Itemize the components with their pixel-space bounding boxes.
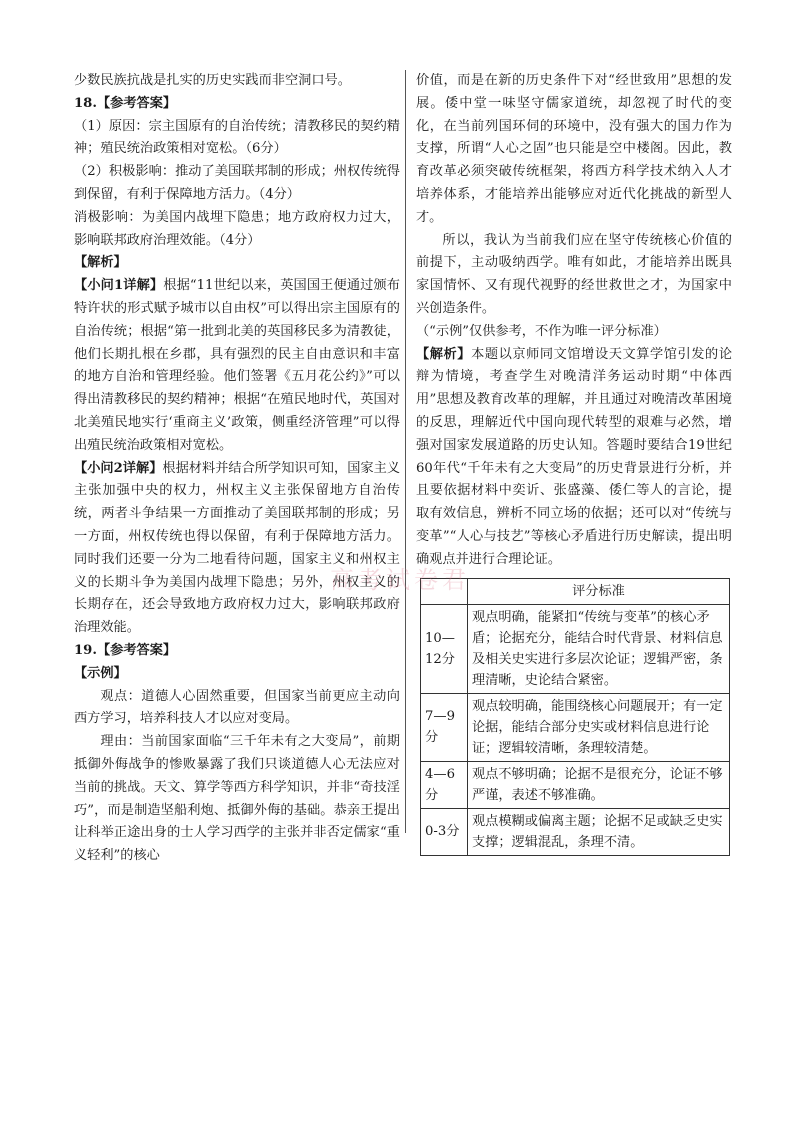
sub-question-1 [74,275,400,457]
reference-note: （“示例”仅供参考，不作为唯一评分标准） [416,323,667,339]
left-column [74,70,400,868]
score-criteria: 观点明确，能紧扣“传统与变革”的核心矛盾；论据充分，能结合时代背景、材料信息及相关史实进行多层次论证；逻辑严密，条理清晰，史论结合紧密。 [468,604,730,693]
score-band: 10—12分 [421,604,468,693]
q18-answer-1: （1）原因：宗主国原有的自治传统；清教移民的契约精神；殖民统治政策相对宽松。（6分） [74,118,400,157]
q18-answer-3: 消极影响：为美国内战埋下隐患；地方政府权力过大，影响联邦政府治理效能。（4分） [74,209,400,248]
table-row [421,808,730,855]
sub2-label: 【小问2详解】 [74,460,163,476]
q18-answer-2: （2）积极影响：推动了美国联邦制的形成；州权传统得到保留，有利于保障地方活力。（4分） [74,164,400,202]
table-header: 评分标准 [468,578,730,604]
carry-over-line: 少数民族抗战是扎实的历史实践而非空洞口号。 [74,73,351,88]
reason-paragraph: 理由：当前国家面临“三千年未有之大变局”，前期抵御外侮战争的惨败暴露了我们只谈道德人心无法应对当前的挑战。天文、算学等西方科学知识，并非“奇技淫巧”，而是制造坚船利炮、抵御外侮的基础。恭亲王提出让科举正途出身的士人学习西学的主张并非否定儒家“重义轻利”的核心 [74,734,400,864]
example-label: 【示例】 [74,665,127,681]
viewpoint-paragraph: 观点：道德人心固然重要，但国家当前更应主动向西方学习，培养科技人才以应对变局。 [74,688,400,727]
watermark: 高考试卷君 [330,566,470,594]
column-divider [405,70,406,833]
score-band: 7—9分 [421,693,468,761]
table-row [421,693,730,761]
table-row [421,761,730,808]
sub1-text: 根据“11世纪以来，英国国王便通过颁布特许状的形式赋予城市以自由权”可以得出宗主国原有的自治传统；根据“第一批到北美的英国移民多为清教徒，他们长期扎根在乡郡，具有强烈的民主自由意识和丰富的地方自治和管理经验。他们签署《五月花公约》”可以得出清教移民的契约精神；根据“在殖民地时代，英国对北美殖民地实行‘重商主义’政策，侧重经济管理”可以得出殖民统治政策相对宽松。 [74,278,400,453]
score-band: 4—6分 [421,761,468,808]
analysis-text: 本题以京师同文馆增设天文算学馆引发的论辩为情境，考查学生对晚清洋务运动时期“中体西用”思想及教育改革的理解，并且通过对晚清改革困境的反思，理解近代中国向现代转型的艰难与必然，增强对国家发展道路的历史认知。答题时要结合19世纪60年代“千年未有之大变局”的历史背景进行分析，并且要依据材料中奕䜣、张盛藻、倭仁等人的言论，提取有效信息，辨析不同立场的依据；还可以对“传统与变革”“人心与技艺”等核心矛盾进行历史解读，提出明确观点并进行合理论证。 [416,346,733,567]
score-band: 0-3分 [421,808,468,855]
q18-heading: 18.【参考答案】 [74,95,177,111]
analysis-label: 【解析】 [74,255,127,271]
table-row [421,604,730,693]
right-column [416,70,732,856]
sub1-label: 【小问1详解】 [74,278,164,294]
q19-heading: 19.【参考答案】 [74,642,177,658]
conclusion-paragraph: 所以，我认为当前我们应在坚守传统核心价值的前提下，主动吸纳西学。唯有如此，才能培养出既具家国情怀、又有现代视野的经世救世之才，为国家中兴创造条件。 [416,232,732,316]
sub2-text: 根据材料并结合所学知识可知，国家主义主张加强中央的权力，州权主义主张保留地方自治传统，两者斗争结果一方面推动了美国联邦制的形成；另一方面，州权传统也得以保留，有利于保障地方活力。同时我们还要一分为二地看待问题，国家主义和州权主义的长期斗争为美国内战埋下隐患；另外，州权主义的长期存在，还会导致地方政府权力过大，影响联邦政府治理效能。 [74,460,401,636]
score-criteria: 观点模糊或偏离主题；论据不足或缺乏史实支撑；逻辑混乱，条理不清。 [468,808,730,855]
analysis-paragraph [416,344,732,572]
scoring-table [420,578,730,856]
analysis-label-right: 【解析】 [416,346,472,362]
score-criteria: 观点不够明确；论据不是很充分，论证不够严谨，表述不够准确。 [468,761,730,808]
sub-question-2 [74,458,400,640]
score-criteria: 观点较明确，能围绕核心问题展开；有一定论据，能结合部分史实或材料信息进行论证；逻辑较清晰，条理较清楚。 [468,693,730,761]
continued-paragraph: 价值，而是在新的历史条件下对“经世致用”思想的发展。倭中堂一味坚守儒家道统，却忽视了时代的变化，在当前列国环伺的环境中，没有强大的国力作为支撑，所谓“人心之固”也只能是空中楼阁。因此，教育改革必须突破传统框架，将西方科学技术纳入人才培养体系，才能培养出能够应对近代化挑战的新型人才。 [416,73,732,225]
